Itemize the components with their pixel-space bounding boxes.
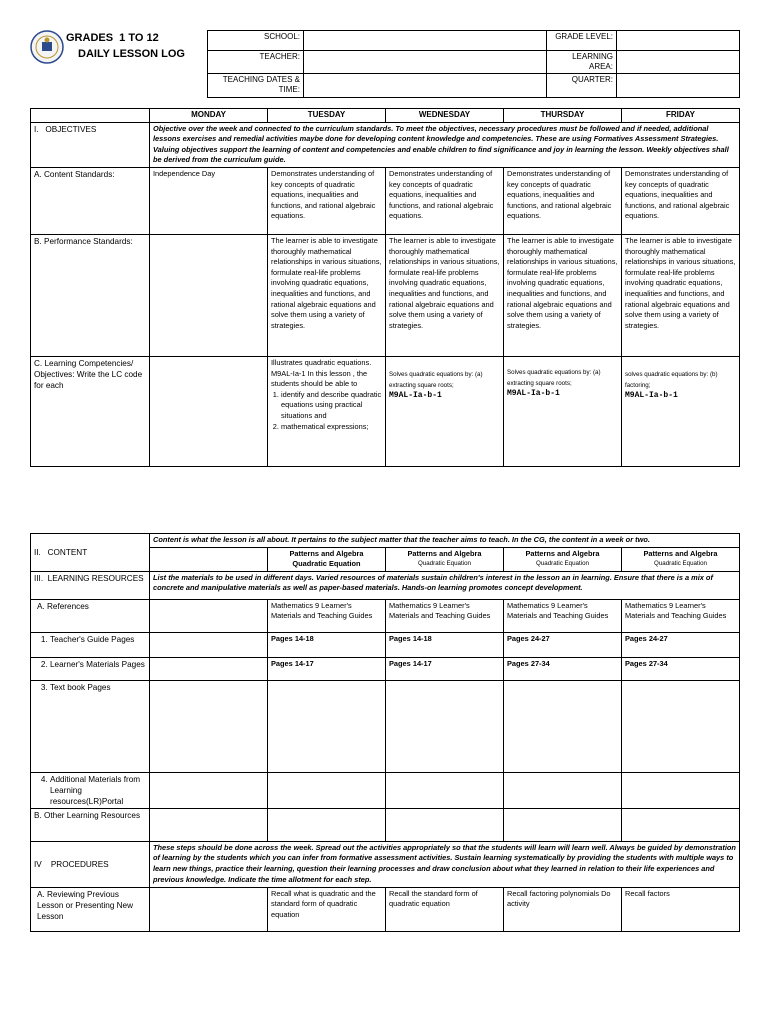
title-line1: GRADES 1 TO 12 [66, 32, 159, 44]
title-line2: DAILY LESSON LOG [78, 48, 185, 60]
objectives-table [30, 108, 740, 467]
additional-materials-label [31, 772, 150, 808]
content-standards-label: A. Content Standards: [31, 167, 150, 234]
additional-thursday [504, 772, 622, 808]
competencies-tuesday [268, 356, 386, 466]
content-wednesday [386, 547, 504, 571]
tg-wednesday: Pages 14-18 [386, 632, 504, 657]
content-subtopic: Quadratic Equation [654, 560, 707, 568]
procedures-note: These steps should be done across the week. Spread out the activities appropriately so that the students will learn will learn well. Always be guided by demonstration of learning by the students which you can infer from formative assessment activities. Sustain learning systematically by providing the students with multiple ways to learn new things, practice their learning, question their learning processes and draw conclusion about what they learned in relation to their life experiences and previous knowledge. Indicate the time allotment for each step. [150, 841, 740, 887]
other-resources-label: B. Other Learning Resources [31, 808, 150, 841]
competencies-thursday [504, 356, 622, 466]
header-info-table [207, 30, 740, 98]
review-monday [150, 887, 268, 931]
content-note: Content is what the lesson is all about. It pertains to the subject matter that the teacher aims to teach. In the CG, the content in a week or two. [150, 534, 740, 548]
other-friday [622, 808, 740, 841]
competencies-wednesday-text: Solves quadratic equations by: (a) extracting square roots; [389, 370, 483, 389]
content-standards-tuesday: Demonstrates understanding of key concepts of quadratic equations, inequalities and functions, and rational algebraic equations. [268, 167, 386, 234]
day-tuesday: TUESDAY [268, 109, 386, 123]
content-monday [150, 547, 268, 571]
quarter-field[interactable] [617, 74, 740, 98]
performance-standards-label: B. Performance Standards: [31, 234, 150, 356]
other-thursday [504, 808, 622, 841]
additional-tuesday [268, 772, 386, 808]
learners-materials-label-text: 2. Learner's Materials Pages [50, 659, 146, 670]
lm-thursday: Pages 27-34 [504, 657, 622, 680]
review-friday: Recall factors [622, 887, 740, 931]
textbook-tuesday [268, 680, 386, 772]
corner-cell [31, 109, 150, 123]
competencies-thursday-text: Solves quadratic equations by: (a) extracting square roots; [507, 368, 601, 387]
day-monday: MONDAY [150, 109, 268, 123]
content-topic: Patterns and Algebra [407, 548, 482, 558]
review-label: A. Reviewing Previous Lesson or Presenting New Lesson [31, 887, 150, 931]
references-label: A. References [31, 599, 150, 632]
textbook-label [31, 680, 150, 772]
competencies-thursday-code: M9AL-Ia-b-1 [507, 389, 560, 399]
grade-level-label: GRADE LEVEL: [547, 31, 617, 51]
textbook-wednesday [386, 680, 504, 772]
performance-standards-wednesday: The learner is able to investigate thoroughly mathematical relationships in various situations, formulate real-life problems involving quadratic equations, inequalities and functions, and rational algebraic equations and solve them using a variety of strategies. [386, 234, 504, 356]
lm-friday: Pages 27-34 [622, 657, 740, 680]
lm-tuesday: Pages 14-17 [268, 657, 386, 680]
lm-monday [150, 657, 268, 680]
performance-standards-tuesday: The learner is able to investigate thoroughly mathematical relationships in various situations, formulate real-life problems involving quadratic equations, inequalities and functions, and rational algebraic equations and solve them using a variety of strategies. [268, 234, 386, 356]
content-subtopic: Quadratic Equation [292, 559, 361, 569]
teaching-dates-label: TEACHING DATES & TIME: [208, 74, 304, 98]
competencies-monday [150, 356, 268, 466]
competencies-tuesday-item: 1. identify and describe quadratic equations using practical situations and [281, 390, 382, 422]
content-subtopic: Quadratic Equation [536, 560, 589, 568]
additional-materials-label-text: 4. Additional Materials from Learning resources(LR)Portal [50, 774, 146, 807]
references-tuesday: Mathematics 9 Learner's Materials and Teaching Guides [268, 599, 386, 632]
objectives-label: I. OBJECTIVES [31, 122, 150, 167]
teacher-field[interactable] [304, 51, 547, 74]
content-thursday [504, 547, 622, 571]
content-topic: Patterns and Algebra [643, 548, 718, 558]
additional-monday [150, 772, 268, 808]
competencies-wednesday-code: M9AL-Ia-b-1 [389, 391, 442, 401]
review-thursday: Recall factoring polynomials Do activity [504, 887, 622, 931]
competencies-tuesday-item: 2. mathematical expressions; [281, 422, 382, 433]
tg-thursday: Pages 24-27 [504, 632, 622, 657]
learning-area-label: LEARNING AREA: [547, 51, 617, 74]
tg-monday [150, 632, 268, 657]
other-wednesday [386, 808, 504, 841]
review-tuesday: Recall what is quadratic and the standard form of quadratic equation [268, 887, 386, 931]
references-monday [150, 599, 268, 632]
tg-tuesday: Pages 14-18 [268, 632, 386, 657]
resources-note: List the materials to be used in different days. Varied resources of materials sustain children's interest in the lesson an in learning. Ensure that there is a mix of concrete and manipulative materials as well as paper-based materials. Hands-on learning promotes concept development. [150, 571, 740, 599]
learners-materials-label [31, 657, 150, 680]
teachers-guide-label [31, 632, 150, 657]
quarter-label: QUARTER: [547, 74, 617, 98]
references-friday: Mathematics 9 Learner's Materials and Teaching Guides [622, 599, 740, 632]
additional-friday [622, 772, 740, 808]
performance-standards-friday: The learner is able to investigate thoroughly mathematical relationships in various situations, formulate real-life problems involving quadratic equations, inequalities and functions, and rational algebraic equations and solve them using a variety of strategies. [622, 234, 740, 356]
competencies-tuesday-line1: Illustrates quadratic equations. [271, 357, 372, 367]
competencies-label: C. Learning Competencies/ Objectives: Write the LC code for each [31, 356, 150, 466]
content-tuesday [268, 547, 386, 571]
other-monday [150, 808, 268, 841]
teaching-dates-field[interactable] [304, 74, 547, 98]
procedures-label: IV PROCEDURES [31, 841, 150, 887]
competencies-friday [622, 356, 740, 466]
day-thursday: THURSDAY [504, 109, 622, 123]
tg-friday: Pages 24-27 [622, 632, 740, 657]
teacher-label: TEACHER: [208, 51, 304, 74]
content-standards-monday: Independence Day [150, 167, 268, 234]
lm-wednesday: Pages 14-17 [386, 657, 504, 680]
day-friday: FRIDAY [622, 109, 740, 123]
textbook-monday [150, 680, 268, 772]
textbook-friday [622, 680, 740, 772]
content-topic: Patterns and Algebra [289, 548, 364, 558]
content-subtopic: Quadratic Equation [418, 560, 471, 568]
competencies-friday-text: solves quadratic equations by: (b) factoring; [625, 370, 718, 389]
deped-seal [30, 30, 64, 64]
competencies-tuesday-line2: M9AL-Ia-1 In this lesson , the students should be able to [271, 368, 368, 389]
content-topic: Patterns and Algebra [525, 548, 600, 558]
content-friday [622, 547, 740, 571]
school-field[interactable] [304, 31, 547, 51]
competencies-wednesday [386, 356, 504, 466]
grade-level-field[interactable] [617, 31, 740, 51]
performance-standards-monday [150, 234, 268, 356]
references-wednesday: Mathematics 9 Learner's Materials and Teaching Guides [386, 599, 504, 632]
textbook-label-text: 3. Text book Pages [50, 682, 146, 693]
textbook-thursday [504, 680, 622, 772]
content-standards-wednesday: Demonstrates understanding of key concepts of quadratic equations, inequalities and functions, and rational algebraic equations. [386, 167, 504, 234]
content-standards-thursday: Demonstrates understanding of key concepts of quadratic equations, inequalities and functions, and rational algebraic equations. [504, 167, 622, 234]
competencies-friday-code: M9AL-Ia-b-1 [625, 391, 678, 401]
teachers-guide-label-text: 1. Teacher's Guide Pages [50, 634, 146, 645]
performance-standards-thursday: The learner is able to investigate thoroughly mathematical relationships in various situations, formulate real-life problems involving quadratic equations, inequalities and functions, and rational algebraic equations and solve them using a variety of strategies. [504, 234, 622, 356]
resources-label: III. LEARNING RESOURCES [31, 571, 150, 599]
additional-wednesday [386, 772, 504, 808]
content-resources-table [30, 533, 740, 932]
school-label: SCHOOL: [208, 31, 304, 51]
content-label: II. CONTENT [31, 534, 150, 572]
learning-area-field[interactable] [617, 51, 740, 74]
objectives-note: Objective over the week and connected to the curriculum standards. To meet the objectives, necessary procedures must be followed and if needed, additional lessons exercises and remedial activities maybe done for developing content knowledge and competencies. These are using Formatives Assessment Strategies. Valuing objectives support the learning of content and competencies and enable children to find significance and joy in learning the lesson. Weekly objectives shall be derived from the curriculum guide. [150, 122, 740, 167]
day-wednesday: WEDNESDAY [386, 109, 504, 123]
content-standards-friday: Demonstrates understanding of key concepts of quadratic equations, inequalities and functions, and rational algebraic equations. [622, 167, 740, 234]
references-thursday: Mathematics 9 Learner's Materials and Teaching Guides [504, 599, 622, 632]
other-tuesday [268, 808, 386, 841]
review-wednesday: Recall the standard form of quadratic equation [386, 887, 504, 931]
